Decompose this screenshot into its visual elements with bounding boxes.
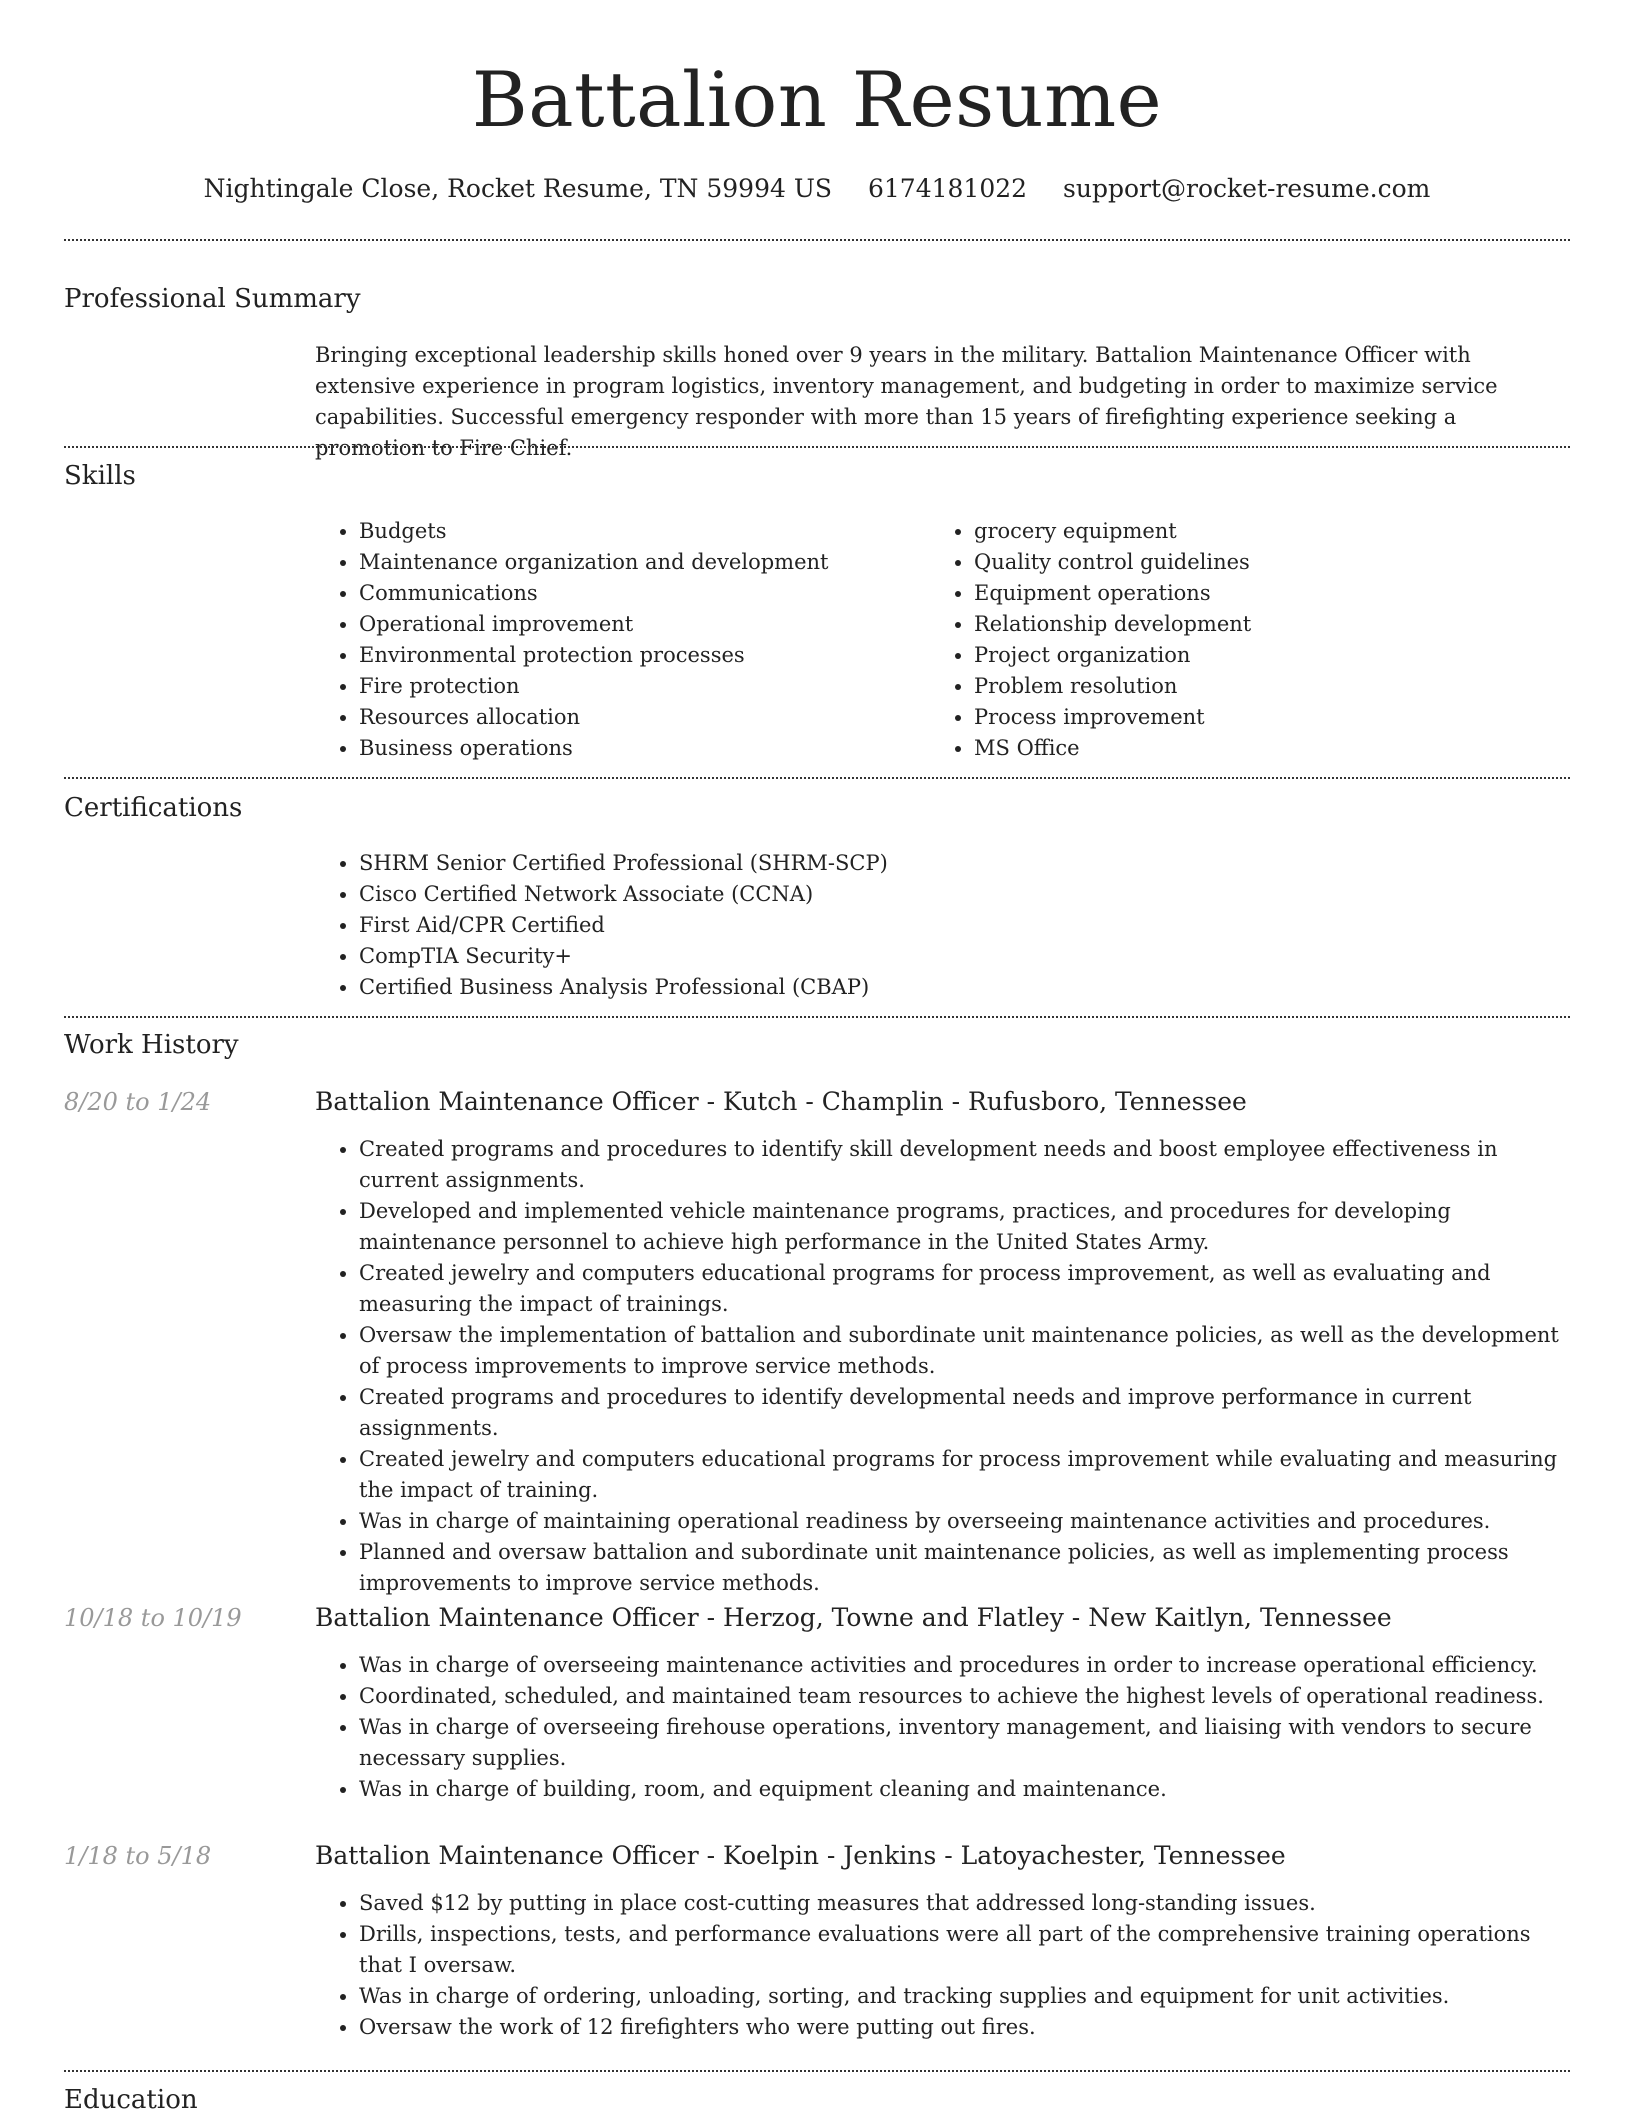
list-item: • Process improvement [974, 702, 1530, 733]
list-item: • CompTIA Security+ [359, 941, 1315, 972]
list-item: • Oversaw the work of 12 firefighters who were putting out fires. [359, 2012, 1570, 2043]
list-item: • Planned and oversaw battalion and subordinate unit maintenance policies, as well as implementing process improvements to improve service methods. [359, 1537, 1570, 1599]
list-item: • Was in charge of overseeing maintenance activities and procedures in order to increase operational efficiency. [359, 1650, 1570, 1681]
list-item: • Communications [359, 578, 915, 609]
list-item: • Environmental protection processes [359, 640, 915, 671]
contact-address: Nightingale Close, Rocket Resume, TN 59994 US [203, 174, 833, 203]
list-item: • Budgets [359, 516, 915, 547]
list-item: • Drills, inspections, tests, and performance evaluations were all part of the comprehensive training operations that I oversaw. [359, 1919, 1570, 1981]
list-item: • Was in charge of building, room, and equipment cleaning and maintenance. [359, 1774, 1570, 1805]
section-title-skills: Skills [64, 461, 136, 491]
divider [64, 1016, 1570, 1018]
divider [64, 446, 1570, 448]
skills-column-left [315, 516, 915, 764]
divider [64, 239, 1570, 241]
list-item: • Cisco Certified Network Associate (CCNA) [359, 879, 1315, 910]
list-item: • MS Office [974, 733, 1530, 764]
list-item: • Equipment operations [974, 578, 1530, 609]
list-item: • Project organization [974, 640, 1530, 671]
list-item: • Certified Business Analysis Professional (CBAP) [359, 972, 1315, 1003]
list-item: • Operational improvement [359, 609, 915, 640]
list-item: • Created jewelry and computers educational programs for process improvement, as well as evaluating and measuring the impact of trainings. [359, 1258, 1570, 1320]
list-item: • Oversaw the implementation of battalion and subordinate unit maintenance policies, as well as the development of process improvements to improve service methods. [359, 1320, 1570, 1382]
list-item: • Created jewelry and computers educational programs for process improvement while evaluating and measuring the impact of training. [359, 1444, 1570, 1506]
list-item: • Fire protection [359, 671, 915, 702]
job-dates: 1/18 to 5/18 [64, 1842, 212, 1870]
list-item: • grocery equipment [974, 516, 1530, 547]
contact-email: support@rocket-resume.com [1063, 174, 1431, 203]
list-item: • Maintenance organization and development [359, 547, 915, 578]
certifications-list [315, 848, 1315, 1003]
list-item: • Business operations [359, 733, 915, 764]
section-title-education: Education [64, 2085, 198, 2115]
job-duties [315, 1134, 1570, 1599]
candidate-name: Battalion Resume [471, 55, 1163, 144]
list-item: • Resources allocation [359, 702, 915, 733]
job-dates: 8/20 to 1/24 [64, 1088, 212, 1116]
contact-phone: 6174181022 [868, 174, 1028, 203]
section-title-certifications: Certifications [64, 793, 243, 823]
list-item: • Created programs and procedures to identify developmental needs and improve performance in current assignments. [359, 1382, 1570, 1444]
list-item: • Created programs and procedures to identify skill development needs and boost employee effectiveness in current assignments. [359, 1134, 1570, 1196]
section-title-summary: Professional Summary [64, 284, 361, 314]
list-item: • Quality control guidelines [974, 547, 1530, 578]
list-item: • Coordinated, scheduled, and maintained team resources to achieve the highest levels of operational readiness. [359, 1681, 1570, 1712]
job-title: Battalion Maintenance Officer - Kutch - Champlin - Rufusboro, Tennessee [315, 1087, 1247, 1116]
section-title-work-history: Work History [64, 1030, 239, 1060]
list-item: • Was in charge of overseeing firehouse operations, inventory management, and liaising with vendors to secure necessary supplies. [359, 1712, 1570, 1774]
divider [64, 777, 1570, 779]
job-title: Battalion Maintenance Officer - Koelpin - Jenkins - Latoyachester, Tennessee [315, 1841, 1286, 1870]
job-title: Battalion Maintenance Officer - Herzog, Towne and Flatley - New Kaitlyn, Tennessee [315, 1603, 1392, 1632]
list-item: • Was in charge of maintaining operational readiness by overseeing maintenance activities and procedures. [359, 1506, 1570, 1537]
contact-line [64, 170, 1570, 208]
skills-column-right [930, 516, 1530, 764]
list-item: • Developed and implemented vehicle maintenance programs, practices, and procedures for developing maintenance personnel to achieve high performance in the United States Army. [359, 1196, 1570, 1258]
list-item: • First Aid/CPR Certified [359, 910, 1315, 941]
summary-text: Bringing exceptional leadership skills honed over 9 years in the military. Battalion Maintenance Officer with extensive experience in program logistics, inventory management, and budgeting in order to maximize service capabilities. Successful emergency responder with more than 15 years of firefighting experience seeking a promotion to Fire Chief. [315, 343, 1498, 460]
list-item: • Was in charge of ordering, unloading, sorting, and tracking supplies and equipment for unit activities. [359, 1981, 1570, 2012]
job-dates: 10/18 to 10/19 [64, 1604, 242, 1632]
list-item: • Relationship development [974, 609, 1530, 640]
job-duties [315, 1650, 1570, 1805]
list-item: • Problem resolution [974, 671, 1530, 702]
job-duties [315, 1888, 1570, 2043]
divider [64, 2070, 1570, 2072]
list-item: • SHRM Senior Certified Professional (SHRM-SCP) [359, 848, 1315, 879]
list-item: • Saved $12 by putting in place cost-cutting measures that addressed long-standing issues. [359, 1888, 1570, 1919]
